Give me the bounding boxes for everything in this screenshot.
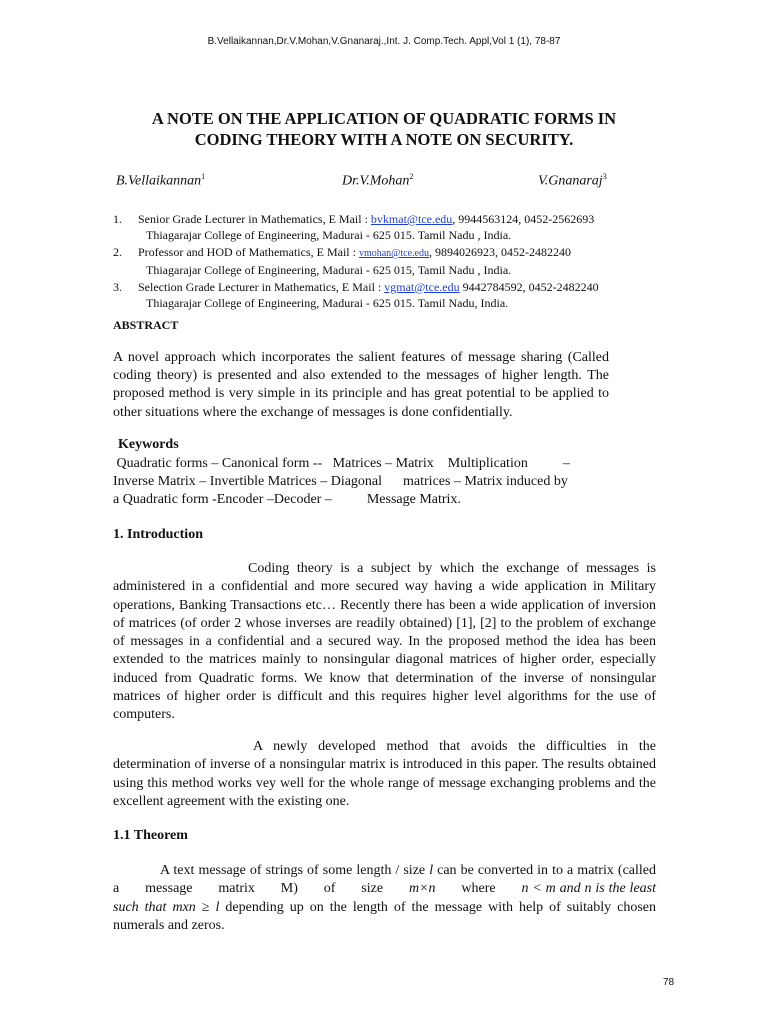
introduction-paragraph-2: A newly developed method that avoids the difficulties in the determination of inverse of a nonsingular matrix is introduced in this paper. The results obtained using this method works vey well for the whole range of message exchanging problems and the excellent agreement with the existing one. [113,739,656,809]
affiliation-phone: 9442784592, 0452-2482240 [459,279,599,294]
affiliation-text: Professor and HOD of Mathematics, E Mail : [138,244,359,259]
author-3 [538,172,607,190]
theorem-heading: 1.1 Theorem [113,828,188,843]
email-link[interactable]: bvkmat@tce.edu [370,212,453,226]
affiliation-item [113,211,673,244]
affiliation-address: Thiagarajar College of Engineering, Madurai - 625 015, Tamil Nadu , India. [146,263,512,278]
introduction-paragraph-1: Coding theory is a subject by which the exchange of messages is administered in a confidential and more secured way having a wide application in Military operations, Banking Transactions etc… Recently there has been a wide application of inversion of matrices (of order 2 whose inverses are readily obtained) [1], [2] to the problem of exchange of messages in a confidential and a secured way. In the proposed method the idea has been extended to the matrices mainly to nonsingular diagonal matrices of higher order, especially induced from Quadratic forms. We know that determination of the inverse of nonsingular matrices of higher order is difficult and this requires higher level algorithms for the use of computers. [113,561,656,723]
author-list [116,172,618,192]
email-link[interactable]: vmohan@tce.edu [358,247,429,259]
affiliation-text: Selection Grade Lecturer in Mathematics, E Mail : [138,279,385,294]
theorem-text: where [435,881,522,897]
theorem-text: depending up on the length of the message with help of suitably chosen numerals and zeros. [113,899,656,933]
introduction-heading: 1. Introduction [113,527,203,542]
author-sup: 3 [602,172,607,181]
theorem-text: (called a message matrix M) of size [113,863,656,897]
running-head: B.Vellaikannan,Dr.V.Mohan,V.Gnanaraj.,Int. J. Comp.Tech. Appl,Vol 1 (1), 78-87 [207,36,561,47]
keywords-text: Quadratic forms – Canonical form -- Matrices – Matrix Multiplication – Inverse Matrix – Invertible Matrices – Diagonal matrices – Matrix induced by a Quadratic form -Encoder –Decoder – Message Matrix. [113,456,570,507]
affiliation-list [113,211,673,311]
theorem-text: can be converted in to a matrix [433,863,618,878]
affiliation-address: Thiagarajar College of Engineering, Madurai - 625 015. Tamil Nadu, India. [146,296,509,311]
abstract-heading: ABSTRACT [113,318,179,332]
affiliation-number: 1. [113,212,122,226]
affiliation-phone: , 9894026923, 0452-2482240 [429,244,571,259]
affiliation-number: 2. [113,244,122,259]
paper-title [80,108,688,150]
affiliation-item [113,244,673,279]
keywords-heading: Keywords [118,437,179,452]
title-line-1: A NOTE ON THE APPLICATION OF QUADRATIC FORMS IN [151,109,617,128]
author-sup: 2 [409,172,414,181]
affiliation-text: Senior Grade Lecturer in Mathematics, E Mail : [138,212,371,226]
page-number: 78 [663,977,675,988]
email-link[interactable]: vgmat@tce.edu [384,279,460,294]
author-name: Dr.V.Mohan [342,173,410,189]
affiliation-address: Thiagarajar College of Engineering, Madurai - 625 015. Tamil Nadu , India. [146,228,512,243]
author-1 [116,172,205,190]
abstract-text: A novel approach which incorporates the salient features of message sharing (Called coding theory) is presented and also extended to the messages of higher length. The proposed method is very simple in its principle and has great potential to be applied to other situations where the exchange of messages is done confidentially. [113,350,609,420]
affiliation-phone: , 9944563124, 0452-2562693 [452,212,595,226]
author-name: V.Gnanaraj [538,173,603,189]
author-sup: 1 [201,172,206,181]
theorem-text: A text message of strings of some length / size [160,863,430,878]
affiliation-number: 3. [113,279,122,294]
affiliation-item [113,279,673,312]
title-line-2: CODING THEORY WITH A NOTE ON SECURITY. [194,130,574,149]
math-l: l [429,863,434,878]
theorem-paragraph [113,862,656,935]
author-name: B.Vellaikannan [116,173,202,189]
author-2 [342,172,413,190]
math-condition: n < m and n is the least such that mxn ≥ l [113,881,656,915]
math-size: m×n [408,881,436,897]
